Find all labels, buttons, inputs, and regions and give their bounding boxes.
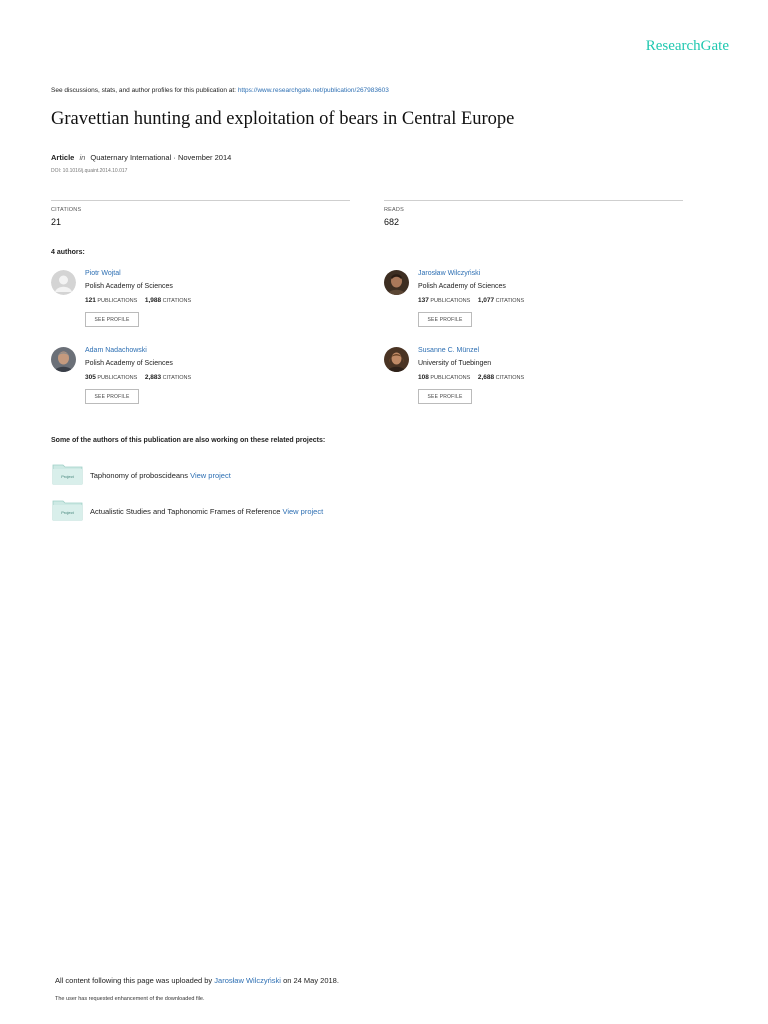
author-counts xyxy=(418,374,524,381)
doi: DOI: 10.1016/j.quaint.2014.10.017 xyxy=(51,168,128,174)
citations-count: 2,688 xyxy=(477,374,495,381)
upload-prefix: All content following this page was uploaded by xyxy=(55,976,213,985)
project-icon-label: Project xyxy=(61,510,74,515)
project-title: Actualistic Studies and Taphonomic Frames of Reference xyxy=(90,507,281,516)
author-card xyxy=(51,347,351,417)
publications-label: PUBLICATIONS xyxy=(430,298,471,304)
discussion-line xyxy=(51,87,389,94)
view-project-link[interactable]: View project xyxy=(282,507,324,516)
citations-divider xyxy=(51,200,350,201)
journal-name: Quaternary International xyxy=(90,153,172,162)
article-type: Article xyxy=(51,153,75,162)
author-card xyxy=(384,347,684,417)
project-title: Taphonomy of proboscideans xyxy=(90,471,188,480)
publication-meta xyxy=(51,153,231,162)
project-item xyxy=(52,499,452,523)
publications-count: 305 xyxy=(85,374,96,381)
publication-date: · November 2014 xyxy=(173,153,232,162)
authors-heading: 4 authors: xyxy=(51,249,85,256)
citations-label: CITATIONS xyxy=(495,298,525,304)
citations-count: 2,883 xyxy=(144,374,162,381)
publications-count: 137 xyxy=(418,297,429,304)
citations-label: CITATIONS xyxy=(162,298,192,304)
upload-notice xyxy=(55,976,339,985)
default-avatar-icon[interactable] xyxy=(51,270,76,295)
publications-label: PUBLICATIONS xyxy=(97,298,138,304)
citations-count: 1,988 xyxy=(144,297,162,304)
project-text xyxy=(90,471,231,480)
see-profile-button[interactable]: SEE PROFILE xyxy=(85,389,139,404)
author-photo-avatar[interactable] xyxy=(384,270,409,295)
publication-url-link[interactable]: https://www.researchgate.net/publication/267983603 xyxy=(237,87,389,94)
publications-count: 121 xyxy=(85,297,96,304)
reads-divider xyxy=(384,200,683,201)
see-profile-button[interactable]: SEE PROFILE xyxy=(418,312,472,327)
publications-label: PUBLICATIONS xyxy=(430,375,471,381)
author-counts xyxy=(85,297,191,304)
author-name[interactable]: Susanne C. Münzel xyxy=(418,347,480,354)
publications-label: PUBLICATIONS xyxy=(97,375,138,381)
reads-value: 682 xyxy=(384,217,400,227)
discussion-prefix: See discussions, stats, and author profiles for this publication at: xyxy=(51,87,236,94)
author-counts xyxy=(418,297,524,304)
in-label: in xyxy=(79,153,86,162)
author-card xyxy=(51,270,351,340)
author-photo-avatar[interactable] xyxy=(51,347,76,372)
see-profile-button[interactable]: SEE PROFILE xyxy=(418,389,472,404)
author-card xyxy=(384,270,684,340)
author-photo-avatar[interactable] xyxy=(384,347,409,372)
author-affiliation: Polish Academy of Sciences xyxy=(85,283,173,290)
publication-title: Gravettian hunting and exploitation of bears in Central Europe xyxy=(51,109,515,129)
author-affiliation: University of Tuebingen xyxy=(418,360,492,367)
author-name[interactable]: Adam Nadachowski xyxy=(85,347,147,354)
project-folder-icon xyxy=(52,499,83,521)
reads-label: READS xyxy=(384,207,404,213)
enhancement-notice: The user has requested enhancement of the downloaded file. xyxy=(55,996,205,1002)
project-text xyxy=(90,507,323,516)
researchgate-logo[interactable]: ResearchGate xyxy=(645,38,729,54)
project-item xyxy=(52,463,452,487)
related-projects-heading: Some of the authors of this publication are also working on these related projects: xyxy=(51,437,326,444)
uploader-link[interactable]: Jarosław Wilczyński xyxy=(214,976,281,985)
upload-suffix: on 24 May 2018. xyxy=(283,976,339,985)
publications-count: 108 xyxy=(418,374,429,381)
author-counts xyxy=(85,374,191,381)
citations-label: CITATIONS xyxy=(162,375,192,381)
citations-value: 21 xyxy=(51,217,62,227)
author-name[interactable]: Jarosław Wilczyński xyxy=(418,270,481,277)
project-icon-label: Project xyxy=(61,474,74,479)
citations-label: CITATIONS xyxy=(51,207,82,213)
project-folder-icon xyxy=(52,463,83,485)
citations-label: CITATIONS xyxy=(495,375,525,381)
author-name[interactable]: Piotr Wojtal xyxy=(85,270,121,277)
see-profile-button[interactable]: SEE PROFILE xyxy=(85,312,139,327)
author-affiliation: Polish Academy of Sciences xyxy=(418,283,506,290)
citations-count: 1,077 xyxy=(477,297,495,304)
author-affiliation: Polish Academy of Sciences xyxy=(85,360,173,367)
view-project-link[interactable]: View project xyxy=(190,471,231,480)
